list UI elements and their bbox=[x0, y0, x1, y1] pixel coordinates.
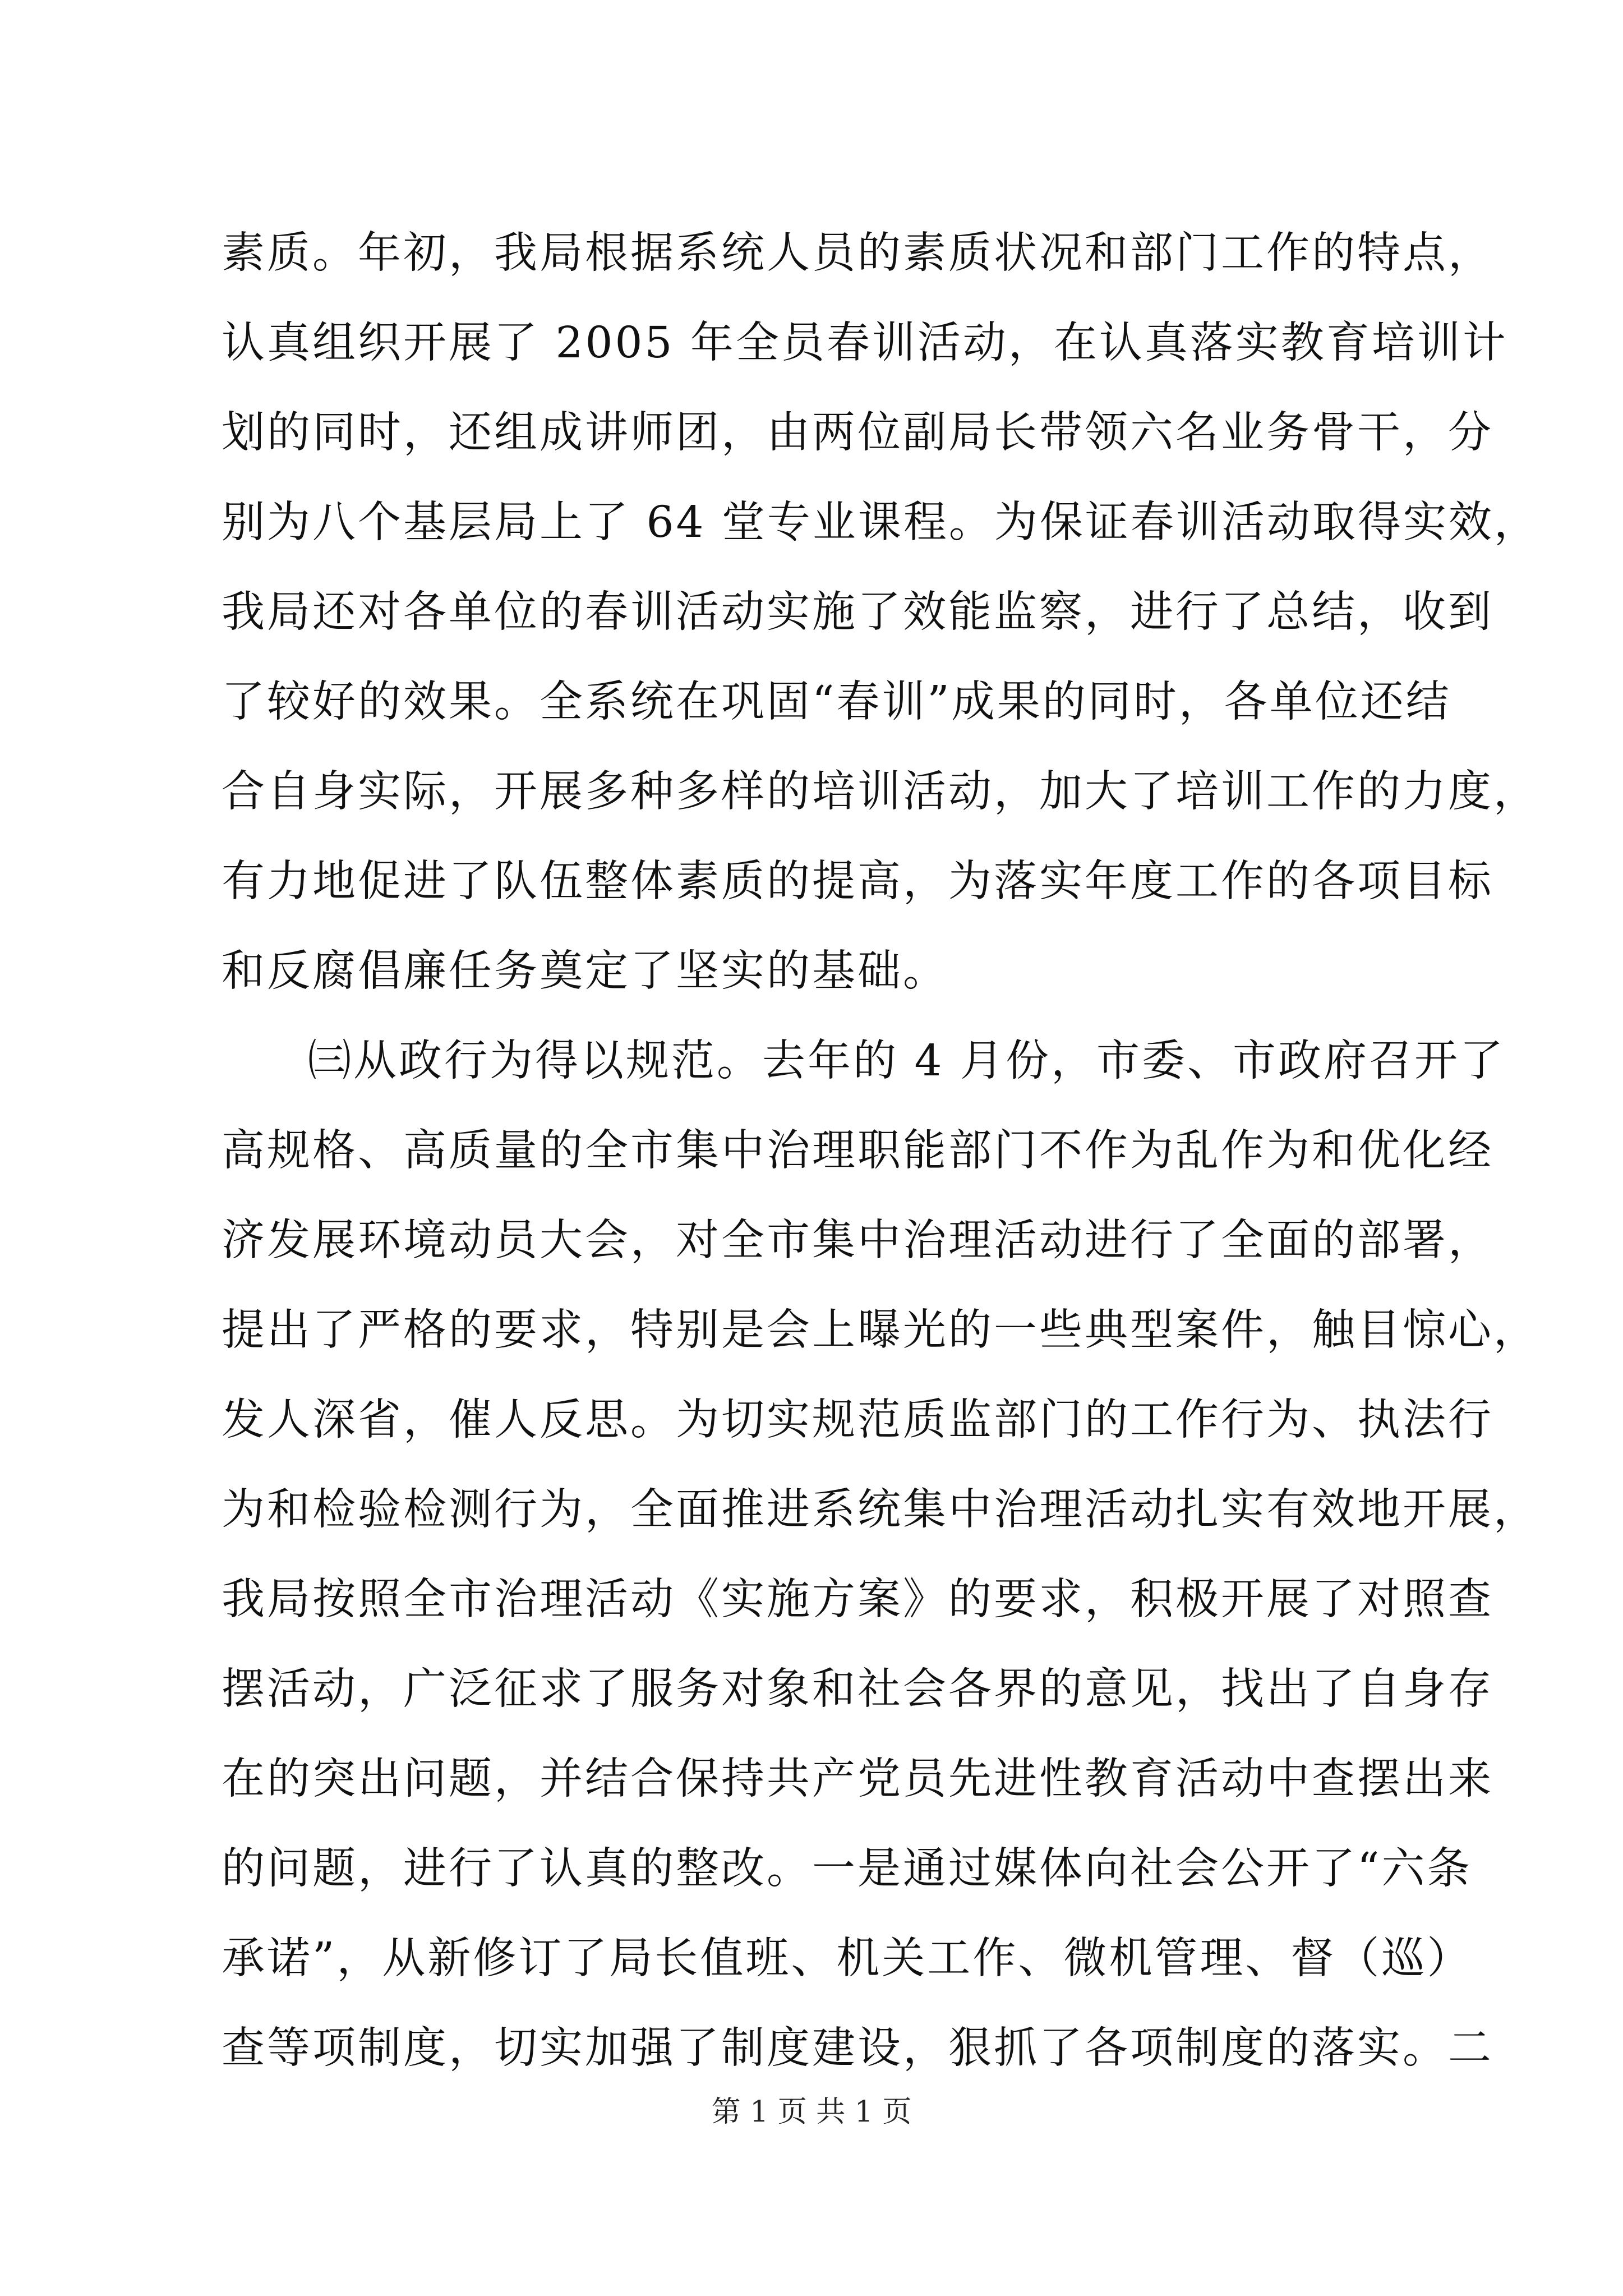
text-line: 有力地促进了队伍整体素质的提高，为落实年度工作的各项目标 bbox=[222, 857, 1493, 907]
text-line: 合自身实际，开展多种多样的培训活动，加大了培训工作的力度， bbox=[222, 767, 1539, 817]
text-line: 的问题，进行了认真的整改。一是通过媒体向社会公开了“六条 bbox=[222, 1844, 1473, 1894]
text-line: 承诺”，从新修订了局长值班、机关工作、微机管理、督（巡） bbox=[222, 1934, 1473, 1984]
page-number-footer: 第 1 页 共 1 页 bbox=[711, 2095, 912, 2129]
text-line: 查等项制度，切实加强了制度建设，狠抓了各项制度的落实。二 bbox=[222, 2023, 1493, 2073]
text-line: 摆活动，广泛征求了服务对象和社会各界的意见，找出了自身存 bbox=[222, 1664, 1493, 1714]
text-line: 高规格、高质量的全市集中治理职能部门不作为乱作为和优化经 bbox=[222, 1126, 1493, 1176]
text-line: 发人深省，催人反思。为切实规范质监部门的工作行为、执法行 bbox=[222, 1395, 1493, 1445]
text-line: 在的突出问题，并结合保持共产党员先进性教育活动中查摆出来 bbox=[222, 1754, 1493, 1804]
text-line: 我局按照全市治理活动《实施方案》的要求，积极开展了对照查 bbox=[222, 1575, 1493, 1625]
text-line: 和反腐倡廉任务奠定了坚实的基础。 bbox=[222, 946, 948, 996]
document-body bbox=[222, 209, 1539, 2093]
text-line: ㈢从政行为得以规范。去年的 4 月份，市委、市政府召开了 bbox=[308, 1036, 1505, 1086]
text-line: 济发展环境动员大会，对全市集中治理活动进行了全面的部署， bbox=[222, 1216, 1493, 1266]
text-line: 认真组织开展了 2005 年全员春训活动，在认真落实教育培训计 bbox=[222, 318, 1508, 368]
paragraph-1 bbox=[222, 209, 1539, 1016]
text-line: 为和检验检测行为，全面推进系统集中治理活动扎实有效地开展， bbox=[222, 1485, 1539, 1535]
text-line: 提出了严格的要求，特别是会上曝光的一些典型案件，触目惊心， bbox=[222, 1305, 1539, 1355]
text-line: 了较好的效果。全系统在巩固“春训”成果的同时，各单位还结 bbox=[222, 677, 1451, 727]
text-line: 划的同时，还组成讲师团，由两位副局长带领六名业务骨干，分 bbox=[222, 408, 1493, 458]
text-line: 素质。年初，我局根据系统人员的素质状况和部门工作的特点， bbox=[222, 228, 1493, 278]
text-line: 我局还对各单位的春训活动实施了效能监察，进行了总结，收到 bbox=[222, 587, 1493, 637]
text-line: 别为八个基层局上了 64 堂专业课程。为保证春训活动取得实效， bbox=[222, 498, 1539, 547]
paragraph-2 bbox=[222, 1016, 1539, 2093]
